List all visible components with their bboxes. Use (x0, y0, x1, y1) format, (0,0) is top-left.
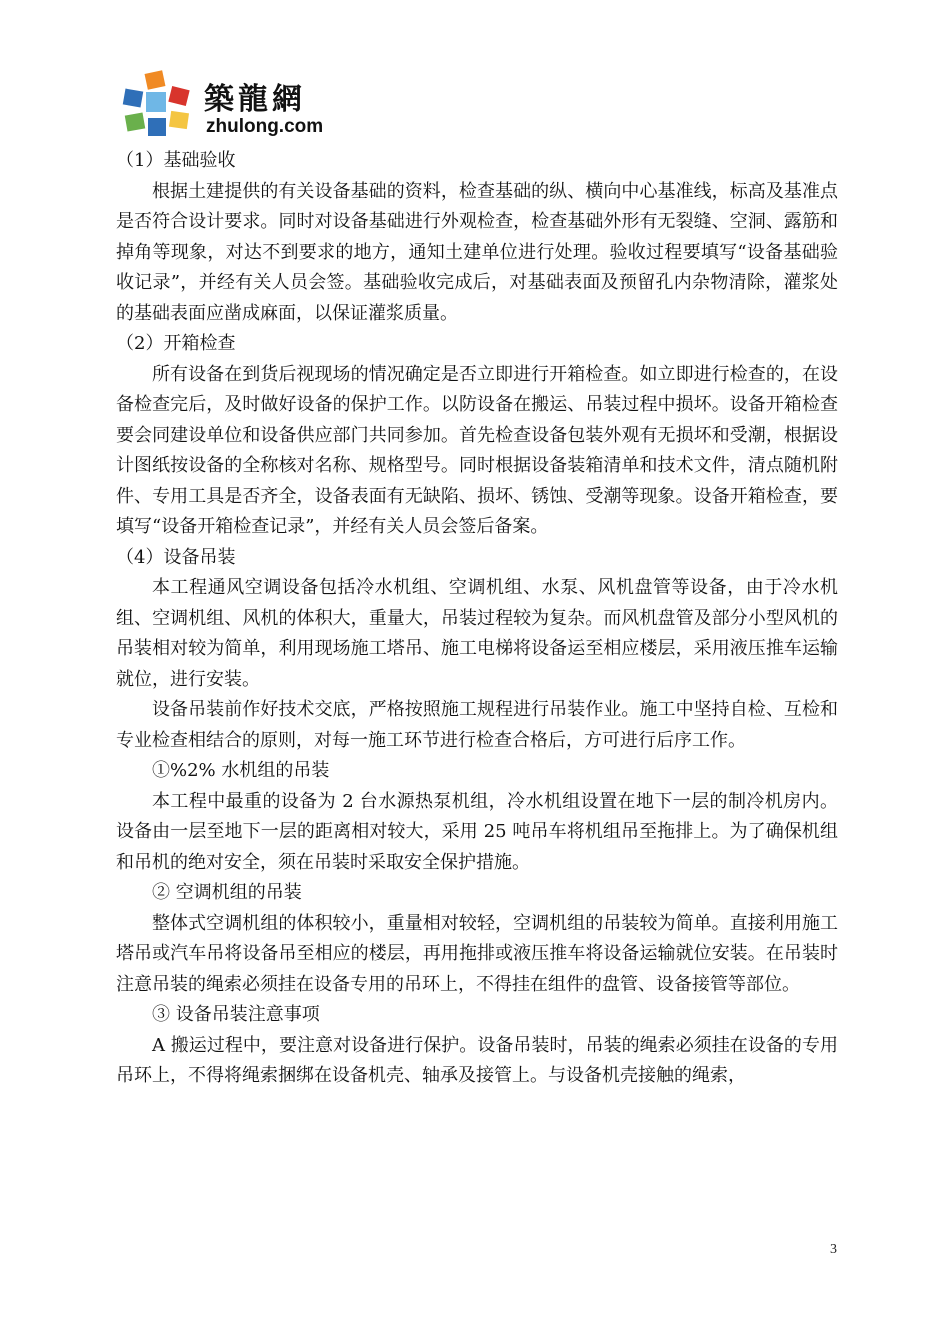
document-body (116, 146, 838, 1092)
paragraph-hoisting-overview: 本工程通风空调设备包括冷水机组、空调机组、水泵、风机盘管等设备，由于冷水机组、空调机组、风机的体积大，重量大，吊装过程较为复杂。而风机盘管及部分小型风机的吊装相对较为简单，利用现场施工塔吊、施工电梯将设备运至相应楼层，采用液压推车运输就位，进行安装。 (116, 577, 838, 690)
zhulong-logo (116, 68, 336, 144)
paragraph-hoisting-notes-a: A 搬运过程中，要注意对设备进行保护。设备吊装时，吊装的绳索必须挂在设备的专用吊环上，不得将绳索捆绑在设备机壳、轴承及接管上。与设备机壳接触的绳索， (116, 1034, 838, 1086)
logo-chinese-text: 築龍網 (204, 82, 306, 117)
paragraph-foundation-acceptance: 根据土建提供的有关设备基础的资料，检查基础的纵、横向中心基准线，标高及基准点是否符合设计要求。同时对设备基础进行外观检查，检查基础外形有无裂缝、空洞、露筋和掉角等现象，对达不到要求的地方，通知土建单位进行处理。验收过程要填写“设备基础验收记录”，并经有关人员会签。基础验收完成后，对基础表面及预留孔内杂物清除，灌浆处的基础表面应凿成麻面，以保证灌浆质量。 (116, 180, 838, 324)
heading-unpacking-inspection: （2）开箱检查 (116, 333, 236, 354)
paragraph-hoisting-preparation: 设备吊装前作好技术交底，严格按照施工规程进行吊装作业。施工中坚持自检、互检和专业检查相结合的原则，对每一施工环节进行检查合格后，方可进行后序工作。 (116, 699, 838, 751)
subheading-chiller-hoisting: ①%2% 水机组的吊装 (152, 760, 330, 781)
paragraph-ahu-hoisting: 整体式空调机组的体积较小，重量相对较轻，空调机组的吊装较为简单。直接利用施工塔吊或汽车吊将设备吊至相应的楼层，再用拖排或液压推车将设备运输就位安装。在吊装时注意吊装的绳索必须挂在设备专用的吊环上，不得挂在组件的盘管、设备接管等部位。 (116, 912, 838, 995)
paragraph-unpacking-inspection: 所有设备在到货后视现场的情况确定是否立即进行开箱检查。如立即进行检查的，在设备检查完后，及时做好设备的保护工作。以防设备在搬运、吊装过程中损坏。设备开箱检查要会同建设单位和设备供应部门共同参加。首先检查设备包装外观有无损坏和受潮，根据设计图纸按设备的全称核对名称、规格型号。同时根据设备装箱清单和技术文件，清点随机附件、专用工具是否齐全，设备表面有无缺陷、损坏、锈蚀、受潮等现象。设备开箱检查，要填写“设备开箱检查记录”，并经有关人员会签后备案。 (116, 363, 838, 537)
heading-equipment-hoisting: （4）设备吊装 (116, 546, 236, 568)
heading-foundation-acceptance: （1）基础验收 (116, 150, 236, 171)
subheading-ahu-hoisting: ② 空调机组的吊装 (152, 882, 302, 903)
paragraph-chiller-hoisting: 本工程中最重的设备为 2 台水源热泵机组，冷水机组设置在地下一层的制冷机房内。设备由一层至地下一层的距离相对较大，采用 25 吨吊车将机组吊至拖排上。为了确保机组和吊机的绝对安全，须在吊装时采取安全保护措施。 (116, 790, 838, 873)
zhulong-cube-icon (116, 68, 196, 144)
logo-domain-text: zhulong.com (206, 116, 324, 137)
page-number: 3 (830, 1242, 837, 1257)
subheading-hoisting-notes: ③ 设备吊装注意事项 (152, 1004, 320, 1025)
